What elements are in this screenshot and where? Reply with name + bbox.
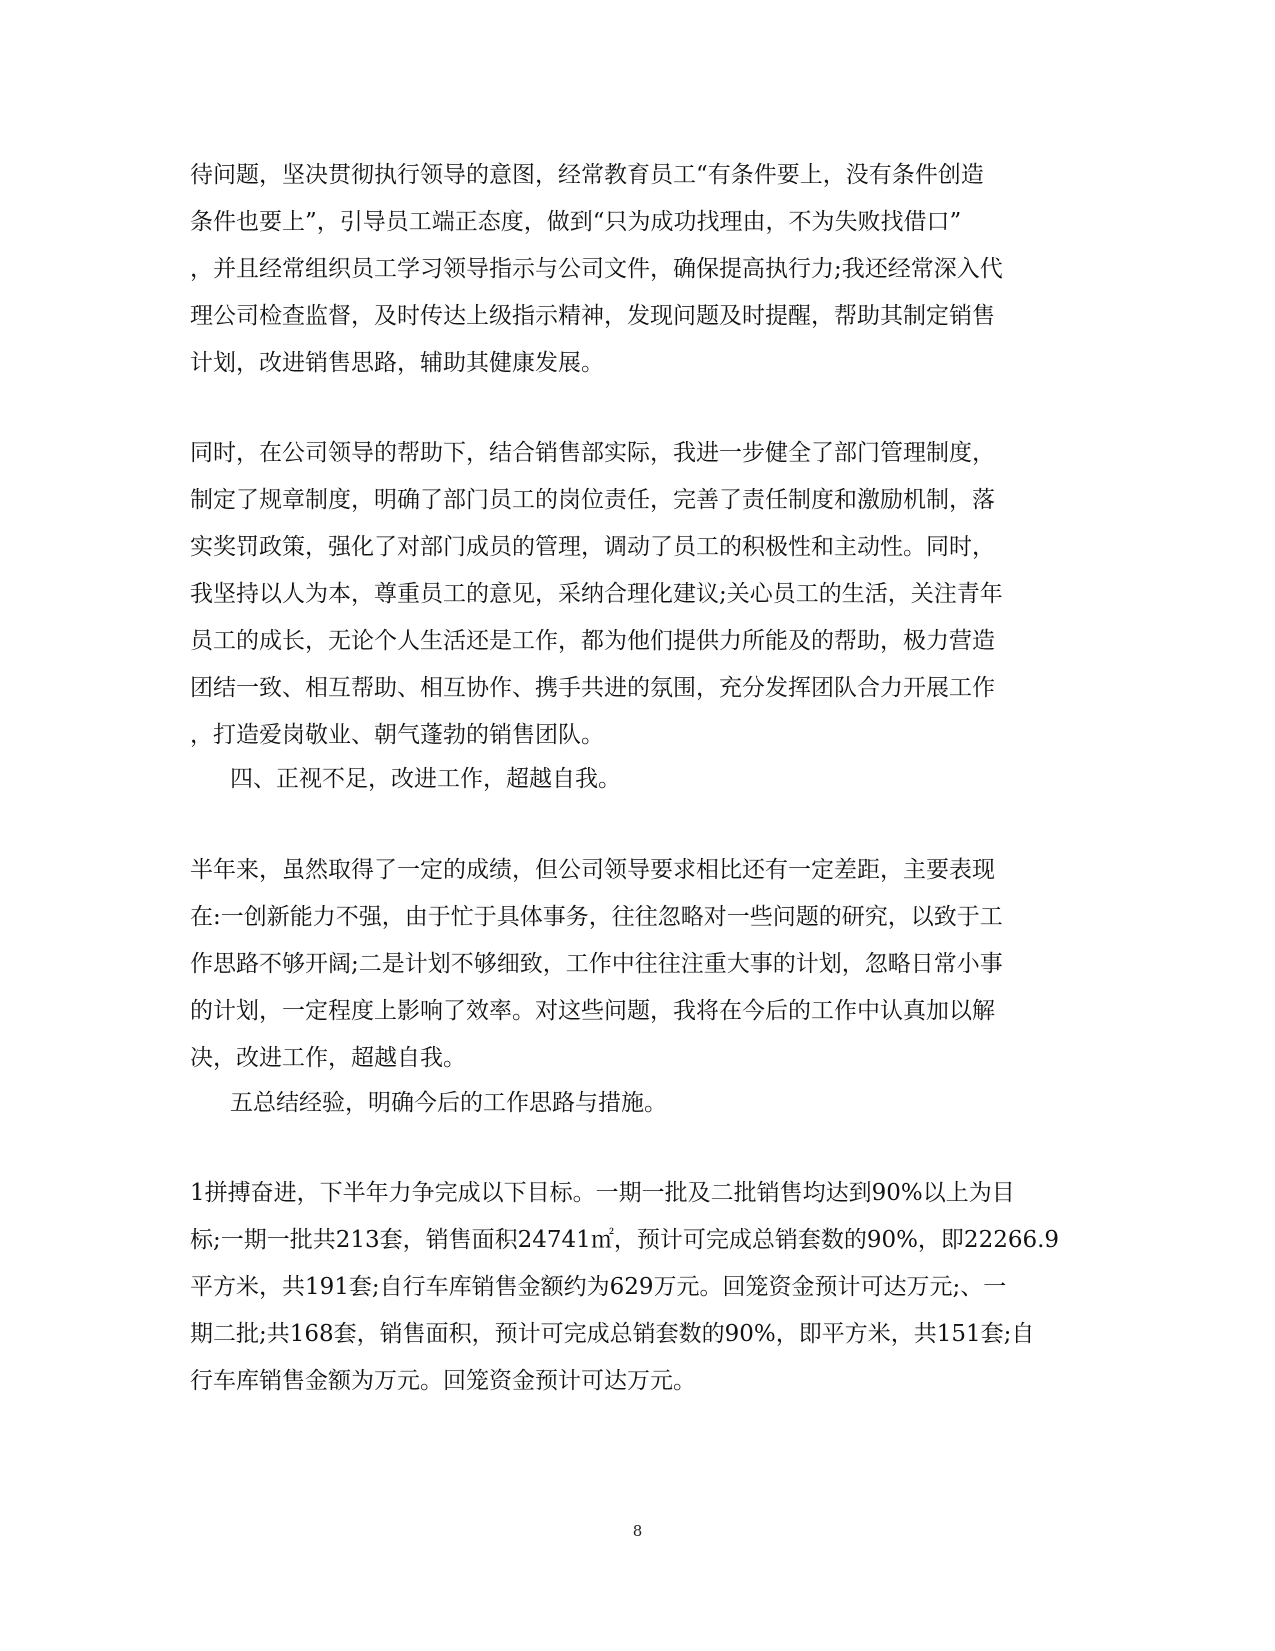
text-line: 标;一期一批共213套，销售面积24741㎡，预计可完成总销套数的90%，即22266.9 [190, 1227, 1060, 1253]
text-line: 期二批;共168套，销售面积，预计可完成总销套数的90%，即平方米，共151套;自 [190, 1321, 1035, 1347]
text-line: 1拼搏奋进，下半年力争完成以下目标。一期一批及二批销售均达到90%以上为目 [190, 1180, 1015, 1206]
text-line: 员工的成长，无论个人生活还是工作，都为他们提供力所能及的帮助，极力营造 [190, 628, 995, 654]
page-number: 8 [632, 1522, 643, 1540]
text-line: 理公司检查监督，及时传达上级指示精神，发现问题及时提醒，帮助其制定销售 [190, 303, 995, 329]
text-line: ，打造爱岗敬业、朝气蓬勃的销售团队。 [190, 722, 604, 748]
text-line: 的计划，一定程度上影响了效率。对这些问题，我将在今后的工作中认真加以解 [190, 998, 995, 1024]
text-line: 制定了规章制度，明确了部门员工的岗位责任，完善了责任制度和激励机制，落 [190, 487, 995, 513]
text-line: 同时，在公司领导的帮助下，结合销售部实际，我进一步健全了部门管理制度， [190, 440, 995, 466]
text-line: 条件也要上”，引导员工端正态度，做到“只为成功找理由，不为失败找借口” [190, 209, 962, 235]
text-line: 半年来，虽然取得了一定的成绩，但公司领导要求相比还有一定差距，主要表现 [190, 857, 995, 883]
text-line: 在:一创新能力不强，由于忙于具体事务，往往忽略对一些问题的研究，以致于工 [190, 904, 1003, 930]
text-line: 我坚持以人为本，尊重员工的意见，采纳合理化建议;关心员工的生活，关注青年 [190, 581, 1003, 607]
text-line: 行车库销售金额为万元。回笼资金预计可达万元。 [190, 1368, 696, 1394]
text-line: 决，改进工作，超越自我。 [190, 1045, 466, 1071]
text-line: 作思路不够开阔;二是计划不够细致，工作中往往注重大事的计划，忽略日常小事 [190, 951, 1003, 977]
section-heading-text: 五总结经验，明确今后的工作思路与措施。 [230, 1090, 667, 1116]
text-line: 团结一致、相互帮助、相互协作、携手共进的氛围，充分发挥团队合力开展工作 [190, 675, 995, 701]
section-heading-text: 四、正视不足，改进工作，超越自我。 [230, 766, 621, 792]
text-line: ，并且经常组织员工学习领导指示与公司文件，确保提高执行力;我还经常深入代 [190, 256, 1003, 282]
text-line: 平方米，共191套;自行车库销售金额约为629万元。回笼资金预计可达万元;、一 [190, 1274, 1007, 1300]
text-line: 待问题，坚决贯彻执行领导的意图，经常教育员工“有条件要上，没有条件创造 [190, 162, 984, 188]
text-line: 计划，改进销售思路，辅助其健康发展。 [190, 350, 604, 376]
text-line: 实奖罚政策，强化了对部门成员的管理，调动了员工的积极性和主动性。同时， [190, 534, 995, 560]
